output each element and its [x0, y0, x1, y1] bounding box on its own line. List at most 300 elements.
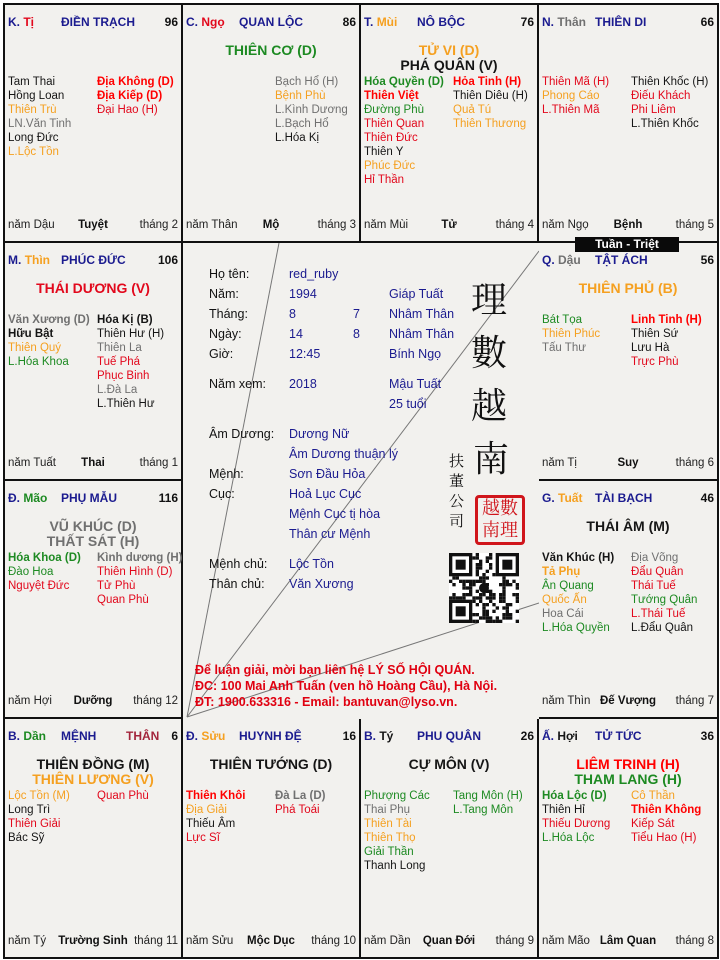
- minor-stars-right: [453, 75, 528, 131]
- stem-letter: Đ.: [8, 491, 20, 505]
- lunar-month: tháng 12: [133, 695, 178, 707]
- minor-star[interactable]: Đẩu Quân: [631, 566, 684, 578]
- main-star[interactable]: VŨ KHÚC (D): [49, 518, 137, 534]
- stem-letter: Q.: [542, 253, 555, 267]
- palace-name: TÀI BẠCH: [595, 491, 653, 505]
- palace-footer: [542, 934, 714, 948]
- minor-star[interactable]: L.Hóa Lộc: [542, 832, 595, 844]
- palace-stem: [186, 15, 225, 29]
- palace-header: [542, 253, 714, 269]
- minor-star[interactable]: Thái Tuế: [631, 580, 676, 592]
- minor-star[interactable]: Phúc Đức: [364, 160, 416, 172]
- stem-letter: M.: [8, 253, 22, 267]
- palace-name: THIÊN DI: [595, 15, 647, 29]
- minor-star[interactable]: Phượng Các: [364, 790, 430, 802]
- minor-stars-left: [542, 75, 609, 117]
- info-value: 2018: [289, 377, 317, 391]
- palace-name: PHỤ MẪU: [61, 491, 117, 505]
- minor-star[interactable]: L.Lộc Tồn: [8, 146, 59, 158]
- minor-stars-right: [631, 551, 697, 635]
- minor-star[interactable]: Phá Toái: [275, 804, 320, 816]
- minor-star[interactable]: Địa Không (D): [97, 76, 174, 88]
- minor-stars-right: [275, 75, 348, 145]
- branch-name: Dần: [23, 729, 47, 743]
- minor-star[interactable]: Nguyệt Đức: [8, 580, 70, 592]
- info-value-canchi: 25 tuổi: [389, 397, 427, 411]
- logo-char: 數: [471, 333, 508, 374]
- minor-star[interactable]: Bác Sỹ: [8, 832, 45, 844]
- small-limit-year: năm Dần: [364, 935, 411, 947]
- major-period-age: 36: [700, 729, 714, 743]
- info-label: Thân chủ:: [209, 577, 265, 591]
- life-stage: Đế Vượng: [599, 695, 657, 707]
- palace-stem: [8, 15, 34, 29]
- info-label: Năm xem:: [209, 377, 266, 391]
- life-stage: Dưỡng: [73, 695, 113, 707]
- palace-cell[interactable]: [183, 5, 361, 243]
- info-value: Dương Nữ: [289, 427, 350, 441]
- major-period-age: 6: [171, 729, 178, 743]
- main-stars: [361, 43, 537, 73]
- minor-star[interactable]: Quả Tú: [453, 104, 492, 116]
- branch-name: Tuất: [558, 491, 583, 505]
- footer-line: ĐC: 100 Mai Anh Tuấn (ven hồ Hoàng Cầu), Hà Nội.: [195, 679, 498, 693]
- info-value: Âm Dương thuận lý: [289, 447, 398, 461]
- minor-star[interactable]: Lưu Hà: [631, 342, 670, 354]
- info-label: Mệnh chủ:: [209, 557, 268, 571]
- minor-star[interactable]: Phong Cáo: [542, 90, 600, 102]
- palace-header: [364, 15, 534, 31]
- minor-star[interactable]: Quốc Ấn: [542, 594, 587, 606]
- major-period-age: 86: [342, 15, 356, 29]
- minor-star[interactable]: L.Hóa Khoa: [8, 356, 69, 368]
- life-stage: Thai: [81, 457, 105, 469]
- lunar-month: tháng 7: [675, 695, 714, 707]
- logo-char: 理: [471, 280, 508, 321]
- lunar-month: tháng 4: [495, 219, 534, 231]
- branch-name: Ngọ: [201, 15, 225, 29]
- main-star[interactable]: THIÊN PHỦ (B): [578, 280, 678, 296]
- main-stars: [539, 519, 717, 534]
- minor-stars-left: [542, 551, 614, 635]
- main-stars: [183, 43, 359, 58]
- palace-header: [542, 491, 714, 507]
- palace-name: ĐIỀN TRẠCH: [61, 15, 135, 29]
- palace-cell[interactable]: [539, 243, 717, 481]
- minor-star[interactable]: Thiên Tài: [364, 818, 412, 830]
- minor-star[interactable]: Hóa Lộc (D): [542, 790, 607, 802]
- minor-star[interactable]: L.Thiên Hư: [97, 398, 155, 410]
- palace-footer: [542, 694, 714, 708]
- life-stage: Quan Đới: [422, 935, 476, 947]
- minor-star[interactable]: Đà La (D): [275, 790, 326, 802]
- minor-star[interactable]: Thiên Mã (H): [542, 76, 610, 88]
- minor-star[interactable]: Thiên Y: [364, 146, 404, 158]
- palace-header: [542, 729, 714, 745]
- minor-star[interactable]: Địa Võng: [631, 552, 679, 564]
- stem-letter: Đ.: [186, 729, 198, 743]
- life-stage: Tuyệt: [78, 219, 108, 231]
- stem-letter: N.: [542, 15, 554, 29]
- minor-star[interactable]: Đào Hoa: [8, 566, 54, 578]
- minor-star[interactable]: Văn Khúc (H): [542, 552, 615, 564]
- minor-star[interactable]: Thiên Giải: [8, 818, 61, 830]
- minor-star[interactable]: Hồng Loan: [8, 90, 65, 102]
- palace-stem: [542, 253, 581, 267]
- palace-footer: [8, 456, 178, 470]
- minor-star[interactable]: Thiên Thương: [453, 118, 527, 130]
- minor-star[interactable]: Thiên Trù: [8, 104, 57, 116]
- minor-star[interactable]: Long Đức: [8, 132, 59, 144]
- minor-star[interactable]: L.Hóa Kị: [275, 132, 320, 144]
- main-star[interactable]: THIÊN CƠ (D): [225, 42, 317, 58]
- main-stars: [5, 757, 181, 787]
- info-value: red_ruby: [289, 267, 339, 281]
- main-star[interactable]: LIÊM TRINH (H): [576, 756, 680, 772]
- main-stars: [361, 757, 537, 772]
- palace-stem: [8, 491, 47, 505]
- small-limit-year: năm Thìn: [542, 695, 591, 707]
- tu-vi-chart: [3, 3, 719, 959]
- minor-star[interactable]: Thiên Không: [631, 804, 702, 816]
- minor-stars-right: [631, 75, 708, 131]
- minor-star[interactable]: Thiên Khốc (H): [631, 76, 709, 88]
- minor-stars-left: [542, 789, 610, 845]
- info-value-canchi: Nhâm Thân: [389, 307, 455, 321]
- red-seal: 越數 南理: [475, 495, 525, 545]
- major-period-age: 66: [700, 15, 714, 29]
- minor-stars-right: [631, 313, 702, 369]
- life-stage: Mộc Dục: [247, 935, 295, 947]
- minor-star[interactable]: L.Thiên Mã: [542, 104, 600, 116]
- than-marker: THÂN: [126, 729, 160, 743]
- minor-star[interactable]: Bát Tọa: [542, 314, 583, 326]
- minor-star[interactable]: Long Trì: [8, 804, 51, 816]
- palace-stem: [8, 253, 50, 267]
- info-value-lunar: 8: [353, 327, 360, 341]
- palace-name: HUYNH ĐỆ: [239, 729, 302, 743]
- minor-stars-right: [97, 551, 182, 607]
- logo-small-text: 扶 董 公 司: [449, 452, 465, 530]
- main-star[interactable]: THÁI DƯƠNG (V): [36, 280, 150, 296]
- minor-star[interactable]: Thiên Hỉ: [542, 804, 585, 816]
- minor-star[interactable]: Cô Thần: [631, 790, 675, 802]
- major-period-age: 56: [700, 253, 714, 267]
- lunar-month: tháng 2: [139, 219, 178, 231]
- minor-stars-left: [186, 789, 245, 845]
- minor-star[interactable]: Địa Kiếp (D): [97, 90, 163, 102]
- minor-stars-right: [275, 789, 325, 817]
- minor-stars-left: [364, 789, 430, 873]
- info-value: Mệnh Cục tị hòa: [289, 507, 381, 521]
- minor-stars-left: [8, 551, 81, 593]
- minor-star[interactable]: Địa Giải: [186, 804, 227, 816]
- branch-name: Tý: [379, 729, 394, 743]
- minor-star[interactable]: Phi Liêm: [631, 104, 676, 116]
- minor-star[interactable]: Quan Phù: [97, 594, 149, 606]
- info-value: 12:45: [289, 347, 321, 361]
- major-period-age: 46: [700, 491, 714, 505]
- stem-letter: T.: [364, 15, 374, 29]
- minor-star[interactable]: L.Hóa Quyền: [542, 622, 610, 634]
- minor-star[interactable]: Thiên Việt: [364, 90, 419, 102]
- palace-name: TỬ TỨC: [595, 729, 642, 743]
- palace-header: [8, 729, 178, 745]
- minor-star[interactable]: Thiên Đức: [364, 132, 418, 144]
- small-limit-year: năm Tị: [542, 457, 577, 469]
- lunar-month: tháng 3: [317, 219, 356, 231]
- minor-star[interactable]: L.Tang Môn: [453, 804, 514, 816]
- palace-footer: [542, 218, 714, 232]
- main-star[interactable]: THÁI ÂM (M): [586, 518, 670, 534]
- info-label: Giờ:: [209, 347, 234, 361]
- small-limit-year: năm Hợi: [8, 695, 52, 707]
- life-stage: Suy: [617, 457, 639, 469]
- info-label: Cục:: [209, 487, 235, 501]
- minor-star[interactable]: Tuế Phá: [97, 356, 141, 368]
- palace-cell[interactable]: [5, 5, 183, 243]
- palace-footer: [8, 694, 178, 708]
- main-stars: [5, 281, 181, 296]
- major-period-age: 76: [520, 15, 534, 29]
- info-label: Ngày:: [209, 327, 242, 341]
- main-star[interactable]: THẤT SÁT (H): [46, 533, 140, 549]
- logo-char: 越: [471, 386, 508, 427]
- minor-star[interactable]: Thai Phụ: [364, 804, 411, 816]
- palace-stem: [8, 729, 46, 743]
- minor-star[interactable]: Thiên Hư (H): [97, 328, 165, 340]
- minor-star[interactable]: Lộc Tồn (M): [8, 790, 70, 802]
- info-value-canchi: Bính Ngọ: [389, 347, 442, 361]
- minor-star[interactable]: Thiếu Âm: [186, 818, 236, 830]
- info-value: 8: [289, 307, 296, 321]
- minor-star[interactable]: Kiếp Sát: [631, 818, 675, 830]
- palace-cell[interactable]: [5, 481, 183, 719]
- palace-stem: [542, 15, 586, 29]
- main-stars: [539, 757, 717, 787]
- palace-header: [542, 15, 714, 31]
- info-value: Sơn Đầu Hỏa: [289, 467, 366, 481]
- palace-footer: [8, 218, 178, 232]
- minor-stars-left: [364, 75, 444, 187]
- minor-star[interactable]: L.Kình Dương: [275, 104, 348, 116]
- minor-star[interactable]: Bệnh Phù: [275, 90, 326, 102]
- life-stage: Lâm Quan: [599, 935, 657, 947]
- main-star[interactable]: TỬ VI (D): [418, 42, 480, 58]
- logo-char: 南: [473, 439, 510, 480]
- main-star[interactable]: THIÊN LƯƠNG (V): [32, 771, 154, 787]
- info-label: Âm Dương:: [209, 427, 275, 441]
- major-period-age: 106: [157, 253, 178, 267]
- palace-stem: [364, 729, 393, 743]
- center-info-panel: [183, 243, 539, 719]
- small-limit-year: năm Tuất: [8, 457, 56, 469]
- minor-star[interactable]: Tiểu Hao (H): [631, 832, 697, 844]
- palace-cell[interactable]: [539, 481, 717, 719]
- minor-star[interactable]: Tam Thai: [8, 76, 56, 88]
- minor-star[interactable]: L.Đẩu Quân: [631, 622, 694, 634]
- minor-star[interactable]: Linh Tinh (H): [631, 314, 702, 326]
- minor-star[interactable]: Ân Quang: [542, 580, 594, 592]
- palace-cell[interactable]: [183, 719, 361, 957]
- minor-star[interactable]: Giải Thần: [364, 846, 414, 858]
- minor-star[interactable]: Tấu Thư: [542, 342, 586, 354]
- small-limit-year: năm Mão: [542, 935, 590, 947]
- palace-footer: [186, 218, 356, 232]
- minor-star[interactable]: Quan Phù: [97, 790, 149, 802]
- branch-name: Sửu: [201, 729, 226, 743]
- palace-cell[interactable]: [539, 5, 717, 243]
- minor-stars-left: [8, 313, 90, 369]
- main-star[interactable]: THIÊN ĐỒNG (M): [36, 756, 150, 772]
- main-stars: [5, 519, 181, 549]
- minor-star[interactable]: Tử Phù: [97, 580, 136, 592]
- lunar-month: tháng 9: [495, 935, 534, 947]
- palace-cell[interactable]: [539, 719, 717, 957]
- info-label: Mệnh:: [209, 467, 244, 481]
- minor-star[interactable]: Tả Phụ: [542, 566, 581, 578]
- main-stars: [539, 281, 717, 296]
- branch-name: Hợi: [557, 729, 578, 743]
- info-value: 1994: [289, 287, 317, 301]
- palace-footer: [8, 934, 178, 948]
- minor-stars-right: [631, 789, 701, 845]
- minor-star[interactable]: L.Đà La: [97, 384, 138, 396]
- minor-star[interactable]: Hỏa Tinh (H): [453, 76, 522, 88]
- palace-stem: [186, 729, 225, 743]
- branch-name: Tị: [23, 15, 35, 29]
- minor-star[interactable]: L.Thiên Khốc: [631, 118, 699, 130]
- minor-star[interactable]: Thiên Sứ: [631, 328, 679, 340]
- minor-star[interactable]: Thiên Phúc: [542, 328, 601, 340]
- info-value: Thân cư Mệnh: [289, 527, 371, 541]
- minor-star[interactable]: Đại Hao (H): [97, 104, 158, 116]
- minor-stars-right: [97, 789, 149, 803]
- palace-stem: [364, 15, 397, 29]
- minor-star[interactable]: Thiên Quý: [8, 342, 62, 354]
- palace-footer: [364, 218, 534, 232]
- minor-star[interactable]: Thiên Diêu (H): [453, 90, 528, 102]
- branch-name: Dậu: [558, 253, 581, 267]
- branch-name: Mùi: [376, 15, 398, 29]
- minor-star[interactable]: Thiên La: [97, 342, 142, 354]
- palace-stem: [542, 729, 578, 743]
- tuan-triet-label: Tuần - Triệt: [575, 237, 679, 252]
- minor-star[interactable]: Phục Binh: [97, 370, 150, 382]
- minor-star[interactable]: Tang Môn (H): [453, 790, 523, 802]
- life-stage: Tử: [441, 219, 457, 231]
- main-stars: [183, 757, 359, 772]
- stem-letter: C.: [186, 15, 198, 29]
- small-limit-year: năm Sửu: [186, 935, 234, 947]
- major-period-age: 16: [342, 729, 356, 743]
- main-star[interactable]: THIÊN TƯỚNG (D): [209, 756, 333, 772]
- minor-stars-right: [97, 313, 164, 411]
- minor-star[interactable]: Hỉ Thần: [364, 174, 405, 186]
- lunar-month: tháng 11: [134, 935, 178, 947]
- minor-star[interactable]: Hóa Kị (B): [97, 314, 153, 326]
- info-value-canchi: Giáp Tuất: [389, 287, 444, 301]
- lunar-month: tháng 1: [139, 457, 178, 469]
- minor-star[interactable]: Thiên Thọ: [364, 832, 416, 844]
- palace-cell[interactable]: [5, 719, 183, 957]
- minor-star[interactable]: Hóa Khoa (D): [8, 552, 81, 564]
- palace-name: TẬT ÁCH: [595, 253, 648, 267]
- palace-cell[interactable]: [5, 243, 183, 481]
- palace-footer: [186, 934, 356, 948]
- small-limit-year: năm Mùi: [364, 219, 409, 231]
- stem-letter: B.: [8, 729, 20, 743]
- palace-header: [186, 729, 356, 745]
- qr-code[interactable]: [449, 553, 519, 623]
- main-star[interactable]: THAM LANG (H): [574, 771, 682, 787]
- info-value: Lộc Tồn: [289, 557, 334, 571]
- footer-line: Để luận giải, mời bạn liên hệ LÝ SỐ HỘI QUÁN.: [195, 663, 475, 677]
- info-value: Văn Xương: [289, 577, 354, 591]
- minor-star[interactable]: Hóa Quyền (D): [364, 76, 444, 88]
- lunar-month: tháng 6: [675, 457, 714, 469]
- minor-star[interactable]: L.Bạch Hổ: [275, 118, 329, 130]
- minor-star[interactable]: Đường Phù: [364, 104, 424, 116]
- minor-star[interactable]: LN.Văn Tinh: [8, 118, 72, 130]
- info-label: Năm:: [209, 287, 239, 301]
- minor-star[interactable]: Bạch Hổ (H): [275, 76, 339, 88]
- palace-footer: [542, 456, 714, 470]
- minor-stars-right: [97, 75, 174, 117]
- minor-star[interactable]: Thiếu Dương: [542, 818, 611, 830]
- main-star[interactable]: CỰ MÔN (V): [408, 756, 490, 772]
- life-stage: Trường Sinh: [58, 935, 128, 947]
- minor-stars-left: [542, 313, 600, 355]
- palace-name: MỆNH: [61, 729, 97, 743]
- info-value: 14: [289, 327, 303, 341]
- minor-stars-left: [8, 789, 70, 845]
- minor-star[interactable]: Hoa Cái: [542, 608, 584, 620]
- info-label: Tháng:: [209, 307, 248, 321]
- info-label: Họ tên:: [209, 267, 250, 281]
- minor-star[interactable]: Văn Xương (D): [8, 314, 90, 326]
- info-value-canchi: Nhâm Thân: [389, 327, 455, 341]
- minor-stars-left: [8, 75, 71, 159]
- minor-star[interactable]: Thiên Khôi: [186, 790, 246, 802]
- minor-star[interactable]: Lực Sĩ: [186, 832, 220, 844]
- small-limit-year: năm Thân: [186, 219, 238, 231]
- minor-star[interactable]: Thiên Quan: [364, 118, 425, 130]
- palace-stem: [542, 491, 582, 505]
- minor-star[interactable]: L.Thái Tuế: [631, 608, 686, 620]
- minor-star[interactable]: Điếu Khách: [631, 90, 691, 102]
- minor-star[interactable]: Kình dương (H): [97, 552, 183, 564]
- stem-letter: Ấ.: [542, 729, 554, 743]
- minor-star[interactable]: Hữu Bật: [8, 328, 54, 340]
- info-value: Hoả Lục Cục: [289, 487, 362, 501]
- minor-star[interactable]: Thanh Long: [364, 860, 426, 872]
- stem-letter: B.: [364, 729, 376, 743]
- palace-cell[interactable]: [361, 719, 539, 957]
- life-stage: Bệnh: [613, 219, 643, 231]
- minor-star[interactable]: Tướng Quân: [631, 594, 698, 606]
- branch-name: Thìn: [24, 253, 51, 267]
- minor-star[interactable]: Trực Phù: [631, 356, 679, 368]
- minor-star[interactable]: Thiên Hình (D): [97, 566, 173, 578]
- palace-name: NÔ BỘC: [417, 15, 465, 29]
- palace-header: [8, 253, 178, 269]
- palace-cell[interactable]: [361, 5, 539, 243]
- lunar-month: tháng 10: [311, 935, 356, 947]
- palace-header: [364, 729, 534, 745]
- main-star[interactable]: PHÁ QUÂN (V): [400, 57, 498, 73]
- major-period-age: 116: [158, 491, 178, 505]
